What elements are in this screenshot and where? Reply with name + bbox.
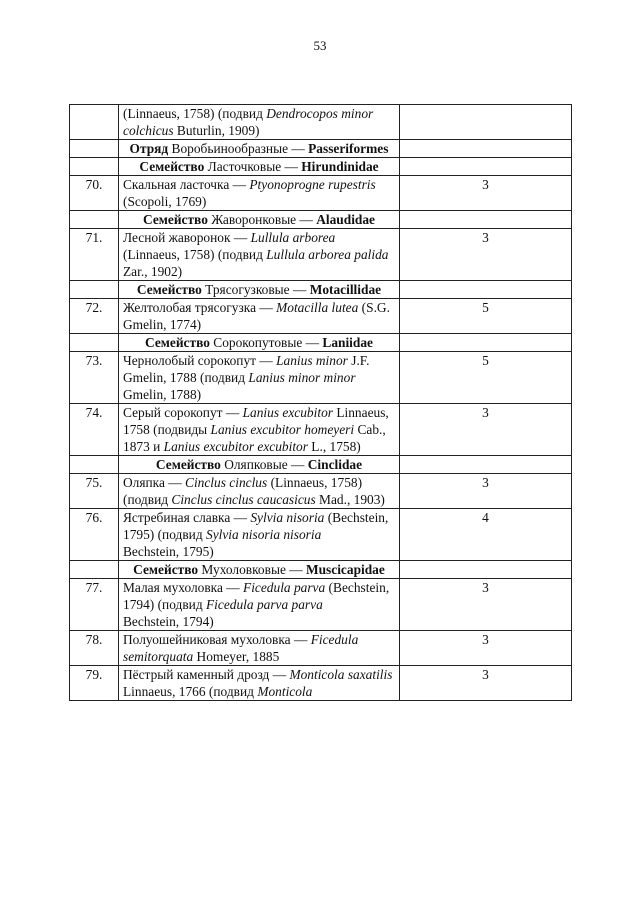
status-category bbox=[400, 334, 572, 352]
row-number: 78. bbox=[70, 631, 119, 666]
text-span: J.F. Gmelin, 1788 (подвид bbox=[123, 353, 370, 385]
group-title bbox=[119, 456, 400, 474]
status-category: 3 bbox=[400, 176, 572, 211]
species-name bbox=[119, 666, 400, 701]
text-span: (Bechstein, 1795) (подвид bbox=[123, 510, 389, 542]
text-span: Воробьинообразные — bbox=[168, 141, 309, 156]
text-span: Малая мухоловка — bbox=[123, 580, 244, 595]
latin-name: Ficedula semitorquata bbox=[123, 632, 359, 664]
bold-text: Семейство bbox=[155, 457, 221, 472]
row-number bbox=[70, 105, 119, 140]
species-table bbox=[69, 104, 572, 701]
latin-name: Monticola bbox=[257, 684, 313, 699]
status-category bbox=[400, 105, 572, 140]
text-span: (Linnaeus, 1758) (подвид bbox=[123, 106, 267, 121]
bold-text: Muscicapidae bbox=[305, 562, 385, 577]
status-category: 3 bbox=[400, 404, 572, 456]
row-number bbox=[70, 211, 119, 229]
status-category bbox=[400, 140, 572, 158]
species-name bbox=[119, 352, 400, 404]
species-row bbox=[70, 352, 572, 404]
latin-name: Monticola saxatilis bbox=[289, 667, 393, 682]
text-span: Bechstein, 1794) bbox=[123, 614, 214, 629]
row-number: 79. bbox=[70, 666, 119, 701]
bold-text: Cinclidae bbox=[307, 457, 363, 472]
bold-text: Семейство bbox=[142, 212, 208, 227]
status-category bbox=[400, 561, 572, 579]
status-category: 5 bbox=[400, 299, 572, 334]
species-row bbox=[70, 631, 572, 666]
row-number: 75. bbox=[70, 474, 119, 509]
bold-text: Отряд bbox=[129, 141, 169, 156]
text-span: Gmelin, 1788) bbox=[123, 387, 202, 402]
row-number: 70. bbox=[70, 176, 119, 211]
group-title bbox=[119, 158, 400, 176]
status-category: 3 bbox=[400, 229, 572, 281]
text-span: Cab., 1873 и bbox=[123, 422, 386, 454]
status-category bbox=[400, 211, 572, 229]
text-span: (Scopoli, 1769) bbox=[123, 194, 207, 209]
status-category: 3 bbox=[400, 666, 572, 701]
species-table-body bbox=[70, 105, 572, 701]
text-span: Ястребиная славка — bbox=[123, 510, 251, 525]
group-title bbox=[119, 140, 400, 158]
species-row bbox=[70, 666, 572, 701]
species-name bbox=[119, 229, 400, 281]
row-number: 76. bbox=[70, 509, 119, 561]
latin-name: Lanius excubitor bbox=[242, 405, 333, 420]
species-name bbox=[119, 105, 400, 140]
species-name bbox=[119, 474, 400, 509]
latin-name: Lullula arborea bbox=[250, 230, 336, 245]
row-number: 72. bbox=[70, 299, 119, 334]
text-span: (Linnaeus, 1758) (подвид bbox=[123, 247, 267, 262]
species-name bbox=[119, 509, 400, 561]
text-span: Желтолобая трясогузка — bbox=[123, 300, 277, 315]
group-title bbox=[119, 561, 400, 579]
group-title bbox=[119, 281, 400, 299]
page-number: 53 bbox=[313, 38, 327, 53]
group-row bbox=[70, 456, 572, 474]
bold-text: Motacillidae bbox=[309, 282, 382, 297]
status-category: 3 bbox=[400, 579, 572, 631]
text-span: (Linnaeus, 1758) (подвид bbox=[123, 475, 363, 507]
group-row bbox=[70, 281, 572, 299]
text-span: Оляпковые — bbox=[220, 457, 308, 472]
latin-name: Sylvia nisoria bbox=[250, 510, 325, 525]
text-span: Zar., 1902) bbox=[123, 264, 183, 279]
species-row bbox=[70, 404, 572, 456]
text-span: Buturlin, 1909) bbox=[173, 123, 260, 138]
latin-name: Sylvia nisoria nisoria bbox=[206, 527, 322, 542]
status-category: 5 bbox=[400, 352, 572, 404]
bold-text: Семейство bbox=[136, 282, 202, 297]
row-number: 77. bbox=[70, 579, 119, 631]
text-span: Оляпка — bbox=[123, 475, 186, 490]
text-span: Linnaeus, 1766 (подвид bbox=[123, 684, 258, 699]
latin-name: Lanius minor minor bbox=[248, 370, 356, 385]
species-name bbox=[119, 176, 400, 211]
species-row bbox=[70, 474, 572, 509]
bold-text: Passeriformes bbox=[308, 141, 389, 156]
latin-name: Lullula arborea palida bbox=[266, 247, 389, 262]
group-row bbox=[70, 334, 572, 352]
bold-text: Семейство bbox=[133, 562, 199, 577]
row-number bbox=[70, 158, 119, 176]
text-span: Пёстрый каменный дрозд — bbox=[123, 667, 290, 682]
group-row bbox=[70, 561, 572, 579]
text-span: Скальная ласточка — bbox=[123, 177, 250, 192]
text-span: Полуошейниковая мухоловка — bbox=[123, 632, 311, 647]
text-span: Сорокопутовые — bbox=[209, 335, 323, 350]
text-span: Лесной жаворонок — bbox=[123, 230, 251, 245]
text-span: Mad., 1903) bbox=[315, 492, 385, 507]
row-number bbox=[70, 456, 119, 474]
group-title bbox=[119, 211, 400, 229]
bold-text: Семейство bbox=[145, 335, 210, 350]
latin-name: Ficedula parva bbox=[243, 580, 326, 595]
latin-name: Dendrocopos minor colchicus bbox=[123, 106, 374, 138]
text-span: Серый сорокопут — bbox=[123, 405, 243, 420]
bold-text: Hirundinidae bbox=[301, 159, 379, 174]
species-name bbox=[119, 579, 400, 631]
species-name bbox=[119, 299, 400, 334]
text-span: Bechstein, 1795) bbox=[123, 544, 214, 559]
status-category bbox=[400, 281, 572, 299]
species-name bbox=[119, 631, 400, 666]
status-category: 3 bbox=[400, 474, 572, 509]
latin-name: Cinclus cinclus caucasicus bbox=[171, 492, 316, 507]
bold-text: Alaudidae bbox=[316, 212, 376, 227]
text-span: Ласточковые — bbox=[204, 159, 302, 174]
group-row bbox=[70, 158, 572, 176]
species-row bbox=[70, 509, 572, 561]
species-row bbox=[70, 229, 572, 281]
latin-name: Lanius minor bbox=[276, 353, 348, 368]
text-span: L., 1758) bbox=[307, 439, 361, 454]
status-category: 3 bbox=[400, 631, 572, 666]
row-number bbox=[70, 281, 119, 299]
group-row bbox=[70, 140, 572, 158]
status-category bbox=[400, 158, 572, 176]
latin-name: Ptyonoprogne rupestris bbox=[249, 177, 376, 192]
latin-name: Motacilla lutea bbox=[276, 300, 359, 315]
latin-name: Lanius excubitor homeyeri bbox=[210, 422, 355, 437]
species-name bbox=[119, 404, 400, 456]
group-title bbox=[119, 334, 400, 352]
species-row bbox=[70, 579, 572, 631]
row-number bbox=[70, 334, 119, 352]
latin-name: Cinclus cinclus bbox=[185, 475, 268, 490]
bold-text: Laniidae bbox=[322, 335, 373, 350]
text-span: Трясогузковые — bbox=[201, 282, 310, 297]
text-span: Мухоловковые — bbox=[198, 562, 306, 577]
species-row bbox=[70, 176, 572, 211]
text-span: Homeyer, 1885 bbox=[193, 649, 280, 664]
bold-text: Семейство bbox=[139, 159, 205, 174]
species-row bbox=[70, 105, 572, 140]
row-number: 73. bbox=[70, 352, 119, 404]
species-row bbox=[70, 299, 572, 334]
row-number bbox=[70, 140, 119, 158]
group-row bbox=[70, 211, 572, 229]
text-span: (Bechstein, 1794) (подвид bbox=[123, 580, 390, 612]
row-number: 74. bbox=[70, 404, 119, 456]
row-number: 71. bbox=[70, 229, 119, 281]
text-span: (S.G. Gmelin, 1774) bbox=[123, 300, 390, 332]
text-span: Linnaeus, 1758 (подвиды bbox=[123, 405, 389, 437]
latin-name: Lanius excubitor excubitor bbox=[163, 439, 308, 454]
text-span: Жаворонковые — bbox=[207, 212, 317, 227]
status-category: 4 bbox=[400, 509, 572, 561]
status-category bbox=[400, 456, 572, 474]
text-span: Чернолобый сорокопут — bbox=[123, 353, 277, 368]
row-number bbox=[70, 561, 119, 579]
latin-name: Ficedula parva parva bbox=[206, 597, 323, 612]
